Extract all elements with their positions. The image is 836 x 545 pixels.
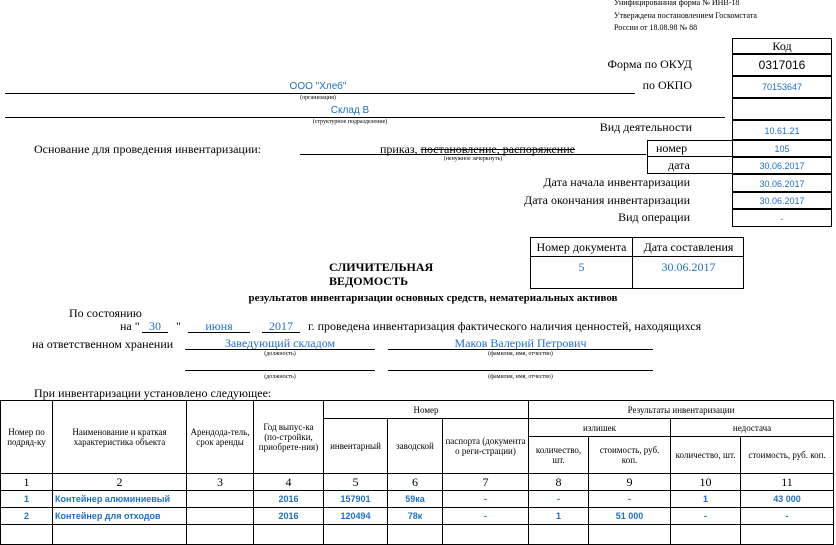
quote-close: " (176, 319, 181, 333)
position-line (185, 349, 375, 350)
date-label-box (647, 156, 733, 174)
on-label: на " (120, 319, 140, 333)
org-line (5, 93, 635, 94)
start-value: 30.06.2017 (732, 174, 832, 192)
doc-date-header: Дата составления (643, 240, 734, 254)
cell-year: 2016 (254, 491, 324, 508)
col-num: 5 (324, 474, 388, 491)
form-header-line2: Утверждена постановлением Госкомстата (614, 11, 757, 20)
number-value: 105 (732, 140, 832, 157)
cell-factory: 59ка (388, 491, 443, 508)
cell-qty-surplus: - (529, 491, 589, 508)
person-caption-2: (фамилия, имя, отчество) (488, 374, 553, 380)
col-num: 2 (53, 474, 187, 491)
unit-caption: (структурное подразделение) (312, 119, 388, 125)
h-num: Номер по подряд-ку (1, 401, 53, 474)
basis-value-struck: постановление, распоряжение (420, 142, 575, 156)
org-caption: (организация) (300, 95, 336, 101)
number-label: номер (656, 141, 688, 155)
h-name: Наименование и краткая характеристика объекта (53, 401, 187, 474)
cell-cost-shortage: 43 000 (741, 491, 834, 508)
end-label: Дата окончания инвентаризации (524, 193, 690, 207)
col-num: 1 (1, 474, 53, 491)
cell-qty-shortage: - (671, 508, 741, 525)
day-line (142, 332, 168, 333)
h-shortage: недостача (671, 419, 834, 437)
form-header-line3: России от 18.08.98 № 88 (614, 23, 698, 32)
month-value: июня (205, 319, 233, 333)
person-value: Маков Валерий Петрович (454, 336, 587, 350)
unit-line (5, 117, 725, 118)
h-number: Номер (324, 401, 529, 419)
h-passport: паспорта (документа о реги-страции) (443, 419, 529, 474)
basis-caption: (ненужное зачеркнуть) (443, 156, 503, 162)
col-num: 3 (187, 474, 254, 491)
established-label: При инвентаризации установлено следующее: (34, 386, 272, 400)
cell-qty-surplus: 1 (529, 508, 589, 525)
activity-label: Вид деятельности (599, 120, 692, 134)
col-num: 4 (254, 474, 324, 491)
state-text: г. проведена инвентаризация фактического наличия ценностей, находящихся (308, 319, 702, 333)
col-num: 11 (741, 474, 834, 491)
position-value: Заведующий складом (224, 336, 336, 350)
unit-name: Склад В (330, 105, 370, 116)
activity-value: 10.61.21 (732, 120, 832, 140)
person-caption-1: (фамилия, имя, отчество) (488, 351, 553, 357)
col-num: 7 (443, 474, 529, 491)
cell-lease (187, 491, 254, 508)
cell-name: Контейнер для отходов (53, 508, 187, 525)
cell-name: Контейнер алюминиевый (53, 491, 187, 508)
cell-inv: 120494 (324, 508, 388, 525)
doc-number-value: 5 (578, 260, 585, 274)
doc-number-header: Номер документа (536, 240, 627, 254)
year-line (262, 332, 300, 333)
okud-label: Форма по ОКУД (607, 57, 692, 71)
h-year: Год выпус-ка (по-стройки, приобрете-ния) (254, 401, 324, 474)
kod-header: Код (732, 38, 832, 54)
cell-cost-surplus: 51 000 (589, 508, 671, 525)
end-value: 30.06.2017 (732, 192, 832, 209)
basis-label: Основание для проведения инвентаризации: (34, 142, 262, 156)
position-line-2 (185, 370, 375, 371)
inventory-table (0, 400, 834, 545)
doc-box-hline (530, 256, 744, 257)
cell-inv: 157901 (324, 491, 388, 508)
title-line2: ВЕДОМОСТЬ (329, 274, 409, 288)
cell-cost-surplus: - (589, 491, 671, 508)
col-num: 6 (388, 474, 443, 491)
h-factory: заводской (388, 419, 443, 474)
table-row (1, 491, 834, 508)
h-qty-shortage: количество, шт. (671, 437, 741, 474)
h-inv: инвентарный (324, 419, 388, 474)
h-surplus: излишек (529, 419, 671, 437)
cell-year: 2016 (254, 508, 324, 525)
doc-date-value: 30.06.2017 (661, 260, 716, 274)
basis-value-plain: приказ, (380, 142, 421, 156)
code-empty-1 (732, 98, 832, 120)
h-qty-surplus: количество, шт. (529, 437, 589, 474)
basis-line (300, 154, 646, 155)
cell-cost-shortage: - (741, 508, 834, 525)
col-num: 9 (589, 474, 671, 491)
custody-label: на ответственном хранении (32, 337, 174, 351)
okpo-label: по ОКПО (642, 78, 692, 92)
date-label: дата (668, 158, 690, 172)
table-row-empty (1, 525, 834, 545)
cell-num: 1 (1, 491, 53, 508)
month-line (188, 332, 250, 333)
org-name: ООО "Хлеб" (289, 81, 347, 92)
subtitle: результатов инвентаризации основных средств, нематериальных активов (248, 292, 618, 304)
okud-value: 0317016 (732, 54, 832, 76)
cell-num: 2 (1, 508, 53, 525)
date-value: 30.06.2017 (732, 157, 832, 174)
cell-factory: 78к (388, 508, 443, 525)
cell-lease (187, 508, 254, 525)
h-results: Результаты инвентаризации (529, 401, 834, 419)
day-value: 30 (149, 319, 161, 333)
title-line1: СЛИЧИТЕЛЬНАЯ (329, 260, 434, 274)
year-value: 2017 (269, 319, 293, 333)
table-row (1, 508, 834, 525)
operation-label: Вид операции (618, 210, 690, 224)
position-caption-1: (должность) (264, 351, 296, 357)
h-cost-shortage: стоимость, руб. коп. (741, 437, 834, 474)
okpo-value: 70153647 (732, 76, 832, 98)
start-label: Дата начала инвентаризации (543, 175, 690, 189)
person-line (388, 349, 653, 350)
h-cost-surplus: стоимость, руб. коп. (589, 437, 671, 474)
h-lease: Арендода-тель, срок аренды (187, 401, 254, 474)
cell-qty-shortage: 1 (671, 491, 741, 508)
cell-passport: - (443, 491, 529, 508)
position-caption-2: (должность) (264, 374, 296, 380)
form-header-line1: Унифицированная форма № ИНВ-18 (614, 0, 740, 7)
as-of-label: По состоянию (69, 306, 142, 320)
operation-value: - (732, 209, 832, 227)
col-num: 8 (529, 474, 589, 491)
col-num: 10 (671, 474, 741, 491)
person-line-2 (388, 370, 653, 371)
cell-passport: - (443, 508, 529, 525)
